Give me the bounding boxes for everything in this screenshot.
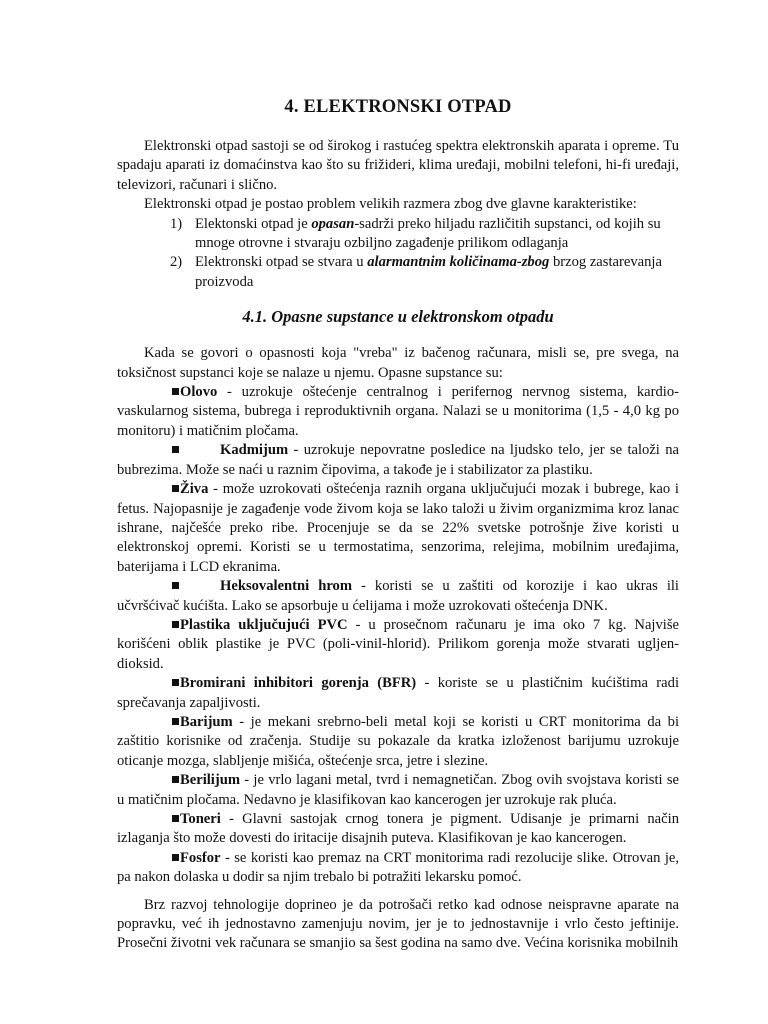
substance-item-barijum xyxy=(117,713,679,771)
section-intro: Kada se govori o opasnosti koja "vreba" iz bačenog računara, misli se, pre svega, na toksičnost supstanci koje se nalaze u njemu. Opasne supstance su: xyxy=(117,345,679,381)
list-number: 1) xyxy=(170,215,183,232)
substance-name: Fosfor xyxy=(180,849,221,866)
list-item xyxy=(117,215,679,254)
substance-text: - se koristi kao premaz na CRT monitorima radi rezolucije slike. Otrovan je, pa nakon dolaska u dodir sa njim trebalo bi potražiti lekarsku pomoć. xyxy=(117,849,679,886)
substance-text: - može uzrokovati oštećenja raznih organa uključujući mozak i bubrege, kao i fetus. Najopasnije je zagađenje vode živom koja se lako taloži u živim organizmima kroz lanac ishrane, najčešće preko ribe. Procenjuje se da se 22% svetske potrošnje žive koristi u elektronskoj opremi. Koristi se u termostatima, senzorima, relejima, mobilnim uređajima, baterijama i LCD ekranima. xyxy=(117,481,679,575)
substance-item-plastika xyxy=(117,616,679,674)
list-text: Elektonski otpad je xyxy=(195,215,312,232)
bullet-square-icon xyxy=(172,854,179,861)
substance-text: - u prosečnom računaru je ima oko 7 kg. Najviše korišćeni oblik plastike je PVC (poli-vinil-hlorid). Prilikom gorenja može stvarati ugljen-dioksid. xyxy=(117,616,679,672)
intro-paragraph-2: Elektronski otpad je postao problem velikih razmera zbog dve glavne karakteristike: xyxy=(144,196,637,213)
substance-text: - koristi se u zaštiti od korozije i kao ukras ili učvršćivač kućišta. Lako se apsorbuje u ćelijama i može uzrokovati oštećenja DNK. xyxy=(117,578,679,614)
substance-item-bfr xyxy=(117,674,679,713)
characteristics-list xyxy=(117,215,679,293)
substance-text: - koriste se u plastičnim kućištima radi sprečavanja zapaljivosti. xyxy=(117,675,679,711)
substance-item-kadmijum xyxy=(117,441,679,480)
section-title: 4.1. Opasne supstance u elektronskom otpadu xyxy=(242,307,554,327)
substance-text: - Glavni sastojak crnog tonera je pigment. Udisanje je primarni način izlaganja što može dovesti do iritacije disajnih puteva. Klasifikovan je kao kancerogen. xyxy=(117,811,679,847)
substance-text: - uzrokuje nepovratne posledice na ljudsko telo, jer se taloži na bubrezima. Može se naći u raznim čipovima, a takođe je i stabilizator za plastiku. xyxy=(117,442,679,478)
list-item xyxy=(117,253,679,292)
substance-name: Berilijum xyxy=(180,772,240,789)
substance-name: Barijum xyxy=(180,713,233,730)
substance-item-berilijum xyxy=(117,771,679,810)
page-content xyxy=(117,95,679,954)
substance-name: Živa xyxy=(180,481,209,498)
closing-paragraph: Brz razvoj tehnologije doprineo je da potrošači retko kad odnose neispravne aparate na popravku, već ih jednostavno zamenjuju novim, jer je to jednostavnije i vrlo često jeftinije. Prosečni životni vek računara se smanjio sa šest godina na samo dve. Većina korisnika mobilnih xyxy=(117,896,679,952)
bullet-square-icon xyxy=(172,815,179,822)
list-number: 2) xyxy=(170,254,183,271)
bullet-square-icon xyxy=(172,776,179,783)
substance-item-toneri xyxy=(117,810,679,849)
list-text: -sadrži preko hiljadu različitih supstanci, od kojih su mnoge otrovne i stvaraju ozbiljno zagađenje prilikom odlaganja xyxy=(195,215,661,252)
list-text: brzog zastarevanja proizvoda xyxy=(195,254,662,290)
substance-text: - je vrlo lagani metal, tvrd i nemagnetičan. Zbog ovih svojstava koristi se u matičnim pločama. Nedavno je klasifikovan kao kancerogen jer uzrokuje rak pluća. xyxy=(117,772,679,808)
bullet-square-icon xyxy=(172,446,179,453)
intro-paragraph-1: Elektronski otpad sastoji se od širokog i rastućeg spektra elektronskih aparata i opreme. Tu spadaju aparati iz domaćinstva kao što su frižideri, klima uređaji, mobilni telefoni, hi-fi uređaji, televizori, računari i slično. xyxy=(117,138,679,193)
bullet-square-icon xyxy=(172,621,179,628)
substance-text: - uzrokuje oštećenje centralnog i perifernog nervnog sistema, kardio-vaskularnog sistema, bubrega i reproduktivnih organa. Nalazi se u monitorima (1,5 - 4,0 kg po monitoru) i matičnim pločama. xyxy=(117,384,679,439)
substance-text: - je mekani srebrno-beli metal koji se koristi u CRT monitorima da bi zaštitio korisnike od zračenja. Studije su pokazale da kratka izloženost barijumu uzrokuje oticanje mozga, slabljenje mišića, oštećenje srca, jetre i slezine. xyxy=(117,713,679,769)
list-text: Elektronski otpad se stvara u xyxy=(195,254,368,271)
substance-item-hrom xyxy=(117,577,679,616)
bullet-square-icon xyxy=(172,679,179,686)
substance-name: Kadmijum xyxy=(220,442,289,459)
substance-item-fosfor xyxy=(117,849,679,888)
bullet-square-icon xyxy=(172,485,179,492)
bullet-square-icon xyxy=(172,718,179,725)
substance-name: Bromirani inhibitori gorenja (BFR) xyxy=(180,675,417,692)
substance-name: Toneri xyxy=(180,811,221,827)
substance-name: Olovo xyxy=(180,384,218,401)
chapter-title: 4. ELEKTRONSKI OTPAD xyxy=(284,97,512,117)
list-emphasis: alarmantnim količinama-zbog xyxy=(367,254,550,271)
substance-name: Heksovalentni hrom xyxy=(220,578,352,595)
bullet-square-icon xyxy=(172,582,179,589)
substance-item-ziva xyxy=(117,480,679,577)
substance-item-olovo xyxy=(117,383,679,441)
bullet-square-icon xyxy=(172,388,179,395)
substance-name: Plastika uključujući PVC xyxy=(180,616,348,633)
list-emphasis: opasan xyxy=(311,215,355,232)
